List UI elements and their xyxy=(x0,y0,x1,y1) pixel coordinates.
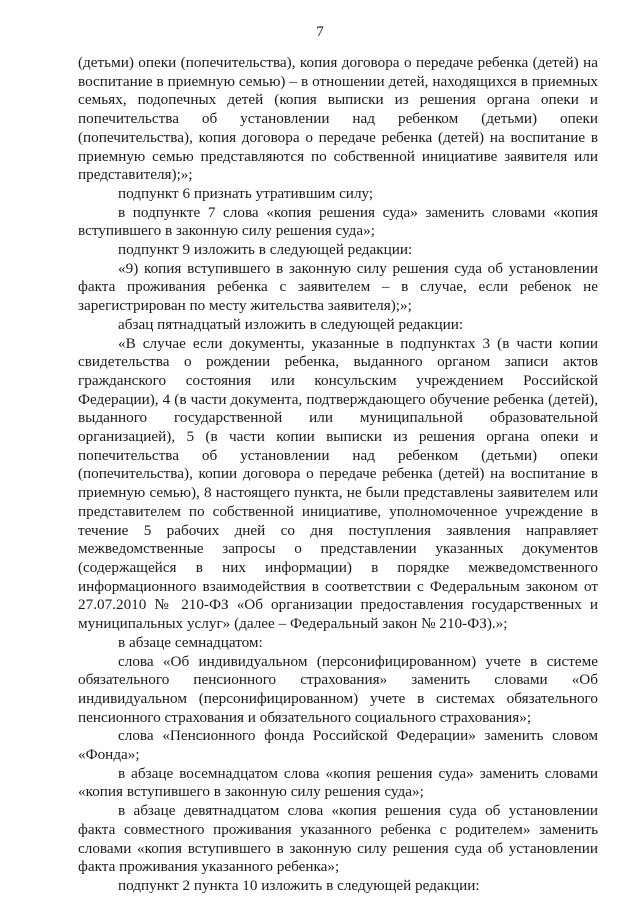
paragraph: подпункт 6 признать утратившим силу; xyxy=(118,184,374,202)
paragraph: подпункт 9 изложить в следующей редакции: xyxy=(118,241,413,259)
paragraph: в абзаце девятнадцатом слова «копия решения суда об установлении факта совместного проживания указанного ребенка с родителем» заменить словами «копия вступившего в законную силу решения суда об установлении факта проживания указанного ребенка»; xyxy=(78,802,598,876)
paragraph: (детьми) опеки (попечительства), копия договора о передаче ребенка (детей) на воспитание в приемную семью) – в отношении детей, находящихся в приемных семьях, подопечных детей (копия выписки из решения органа опеки и попечительства об установлении над ребенком (детьми) опеки (попечительства), копия договора о передаче ребенка (детей) на воспитание в приемную семью представляются по собственной инициативе заявителя или представителя);»; xyxy=(78,54,598,184)
paragraph: подпункт 2 пункта 10 изложить в следующей редакции: xyxy=(118,876,480,894)
paragraph: слова «Об индивидуальном (персонифицированном) учете в системе обязательного пенсионного страхования» заменить словами «Об индивидуальном (персонифицированном) учете в системах обязательного пенсионного страхования и обязательного социального страхования»; xyxy=(78,652,598,726)
paragraph: «В случае если документы, указанные в подпунктах 3 (в части копии свидетельства о рождении ребенка, выданного органом записи актов гражданского состояния или консульским учреждением Российской Федерации), 4 (в части документа, подтверждающего обучение ребенка (детей), выданного государственной или муниципальной образовательной организацией), 5 (в части копии выписки из решения органа опеки и попечительства об установлении над ребенком (детьми) опеки (попечительства), копии договора о передаче ребенка (детей) на воспитание в приемную семью), 8 настоящего пункта, не были представлены заявителем или представителем по собственной инициативе, уполномоченное учреждение в течение 5 рабочих дней со дня поступления заявления направляет межведомственные запросы о представлении указанных документов (содержащейся в них информации) в порядке межведомственного информационного взаимодействия в соответствии с Федеральным законом от 27.07.2010 № 210-ФЗ «Об организации предоставления государственных и муниципальных услуг» (далее – Федеральный закон № 210-ФЗ).»; xyxy=(78,334,598,633)
document-body xyxy=(78,54,598,896)
paragraph: «9) копия вступившего в законную силу решения суда об установлении факта проживания ребенка с заявителем – в случае, если ребенок не зарегистрирован по месту жительства заявителя);»; xyxy=(78,259,598,315)
paragraph: в абзаце восемнадцатом слова «копия решения суда» заменить словами «копия вступившего в законную силу решения суда»; xyxy=(78,764,598,801)
paragraph: в абзаце семнадцатом: xyxy=(118,633,263,651)
paragraph: в подпункте 7 слова «копия решения суда» заменить словами «копия вступившего в законную силу решения суда»; xyxy=(78,203,598,240)
page-number: 7 xyxy=(316,24,324,40)
paragraph: слова «Пенсионного фонда Российской Федерации» заменить словом «Фонда»; xyxy=(78,727,598,764)
paragraph: абзац пятнадцатый изложить в следующей редакции: xyxy=(118,315,464,333)
